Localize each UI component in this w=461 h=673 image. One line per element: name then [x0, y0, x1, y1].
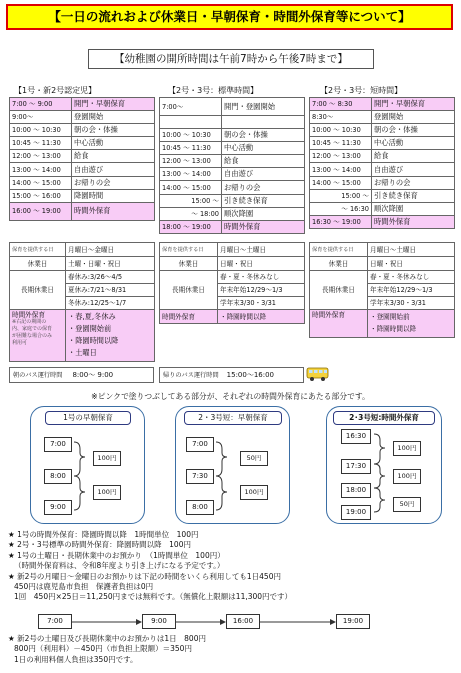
time-cell: 13:00 ～ 14:00 [310, 163, 372, 176]
activity-cell: 登園開始 [372, 111, 455, 124]
note-line: ★ 新2号の土曜日及び長期休業中のお預かりは1日 800円 [8, 634, 206, 643]
arrow-icon [176, 619, 226, 625]
time-box: 18:00 [341, 483, 371, 498]
saturday-notes [8, 634, 458, 665]
time-cell: 10:00 ～ 10:30 [10, 124, 72, 137]
fee-box: 100円 [93, 451, 121, 466]
arrow-icon [260, 619, 336, 625]
activity-cell: 開門・早朝保育 [72, 98, 155, 111]
time-cell: 15:00 ～ 16:00 [10, 189, 72, 202]
long-holiday-value: 学年末3/30・3/31 [218, 297, 305, 310]
panel-type1-early [30, 406, 145, 524]
provide-value: 月曜日～金曜日 [66, 243, 155, 257]
panel-title: 1号の早朝保育 [45, 411, 131, 425]
activity-cell: 自由遊び [372, 163, 455, 176]
extra-care-label: 時間外保育 [310, 310, 368, 338]
time-cell: 10:45 ～ 11:30 [160, 142, 222, 155]
table-row [160, 194, 305, 207]
bus-label: 帰りのバス運行時間 [163, 372, 219, 379]
table-row [10, 202, 155, 220]
brace-icon [215, 441, 229, 511]
time-cell: 10:45 ～ 11:30 [310, 137, 372, 150]
activity-cell: 順次降園 [222, 207, 305, 220]
time-cell: 7:00 ～ 9:00 [10, 98, 72, 111]
table-row [10, 257, 155, 271]
time-cell: 12:00 ～ 13:00 [160, 155, 222, 168]
extra-item: ・登園開始前 [370, 313, 410, 321]
table-row [10, 111, 155, 124]
table-row [160, 181, 305, 194]
activity-cell: お帰りの会 [222, 181, 305, 194]
table-row [160, 243, 305, 257]
activity-cell: 中心活動 [72, 137, 155, 150]
note-line: （時間外保育料は、令和8年度より引き上げになる予定です。） [14, 561, 225, 571]
activity-cell: 中心活動 [372, 137, 455, 150]
brace-icon [73, 441, 87, 511]
long-holiday-value: 学年末3/30・3/31 [368, 297, 455, 310]
table-row [160, 155, 305, 168]
time-cell: 16:00 ～ 19:00 [10, 202, 72, 220]
time-cell: 10:45 ～ 11:30 [10, 137, 72, 150]
page-title-banner [6, 4, 453, 30]
table-row [310, 271, 455, 284]
note-line: 800円（利用料）－450円（市負担上限額）＝350円 [14, 644, 192, 654]
table-row [310, 137, 455, 150]
fee-box: 100円 [393, 469, 421, 484]
activity-cell: 給食 [372, 150, 455, 163]
time-cell: 8:30～ [310, 111, 372, 124]
provide-value: 月曜日～土曜日 [218, 243, 305, 257]
table-row [310, 215, 455, 228]
table-row [310, 176, 455, 189]
time-cell: ～ 18:00 [160, 207, 222, 220]
time-cell: 18:00 ～ 19:00 [160, 220, 222, 233]
pink-note: ※ピンクで塗りつぶしてある部分が、それぞれの時間外保育にあたる部分です。 [91, 392, 370, 401]
timeline-box: 19:00 [336, 614, 370, 629]
activity-cell: 開門・早朝保育 [372, 98, 455, 111]
activity-cell: 時間外保育 [222, 220, 305, 233]
time-box: 7:30 [186, 469, 214, 484]
extra-item: ・土曜日 [68, 348, 97, 357]
note-line: 利用可 [12, 340, 28, 346]
opening-hours-notice: 【幼稚園の開所時間は午前7時から午後7時まで】 [88, 49, 374, 69]
time-box: 17:30 [341, 459, 371, 474]
extra-care-label: 時間外保育 [12, 311, 45, 319]
time-box: 9:00 [44, 500, 72, 515]
time-cell: 12:00 ～ 13:00 [10, 150, 72, 163]
table-row [310, 98, 455, 111]
time-cell: 14:00 ～ 15:00 [10, 176, 72, 189]
bus-label: 朝のバス運行時間 [13, 372, 63, 379]
table-row [310, 257, 455, 271]
page-title: 【一日の流れおよび休業日・早朝保育・時間外保育等について】 [48, 9, 411, 24]
time-cell: 9:00～ [10, 111, 72, 124]
extra-care-label: 時間外保育 [160, 310, 218, 324]
table-row [310, 124, 455, 137]
activity-cell: 自由遊び [222, 168, 305, 181]
note-line: 1回 450円×25日＝11,250円までは無料です。（無償化上限額は11,300円です） [14, 592, 293, 602]
extra-item: ・登園開始前 [68, 324, 112, 333]
note-line: ★ 1号の時間外保育：降園時間以降 1時間単位 100円 [8, 530, 199, 539]
note-line: ★ 新2号の月曜日～金曜日のお預かりは下記の時間をいくら利用しても1日450円 [8, 571, 281, 581]
activity-cell: 引き続き保育 [372, 189, 455, 202]
time-cell: 14:00 ～ 15:00 [160, 181, 222, 194]
time-cell: 10:00 ～ 10:30 [160, 129, 222, 142]
activity-cell: 朝の会・体操 [72, 124, 155, 137]
table-row [160, 310, 305, 324]
column-heading-short: 【2号・3号：短時間】 [320, 86, 403, 95]
table-row [10, 189, 155, 202]
timeline-box: 7:00 [38, 614, 72, 629]
time-cell: ～ 16:30 [310, 202, 372, 215]
fee-box: 100円 [240, 485, 268, 500]
activity-cell: 自由遊び [72, 163, 155, 176]
activity-cell: 朝の会・体操 [372, 124, 455, 137]
note-line: ※右記の期間の [12, 319, 47, 325]
time-box: 19:00 [341, 505, 371, 520]
table-row [10, 310, 155, 362]
long-holiday-label: 長期休業日 [310, 271, 368, 310]
info-table-standard [159, 242, 305, 324]
timeline-box: 16:00 [226, 614, 260, 629]
table-row [160, 142, 305, 155]
fee-notes [8, 530, 458, 603]
provide-label: 保育を提供する日 [160, 243, 218, 257]
holiday-value: 日曜・祝日 [368, 257, 455, 271]
panel-title: 2・3号短：早朝保育 [184, 411, 282, 425]
brace-icon [373, 433, 387, 515]
activity-cell: 朝の会・体操 [222, 129, 305, 142]
time-box: 8:00 [186, 500, 214, 515]
table-row [310, 189, 455, 202]
info-table-short [309, 242, 455, 338]
table-row [10, 243, 155, 257]
time-cell: 13:00 ～ 14:00 [10, 163, 72, 176]
extra-care-items [368, 310, 455, 338]
time-cell: 7:00 ～ 8:30 [310, 98, 372, 111]
activity-cell: 時間外保育 [72, 202, 155, 220]
extra-care-items [66, 310, 155, 362]
time-cell [160, 116, 222, 129]
note-line: 1日の利用料個人負担は350円です。 [14, 654, 138, 664]
activity-cell: 開門・登園開始 [222, 98, 305, 116]
table-row [10, 271, 155, 284]
activity-cell: 給食 [222, 155, 305, 168]
holiday-label: 休業日 [10, 257, 66, 271]
extra-item: ・降園時間以降 [370, 325, 417, 333]
table-row [160, 168, 305, 181]
table-row [160, 98, 305, 116]
table-row [160, 116, 305, 129]
holiday-label: 休業日 [310, 257, 368, 271]
provide-label: 保育を提供する日 [310, 243, 368, 257]
long-holiday-value: 年末年始12/29～1/3 [368, 284, 455, 297]
panel-short-extra [326, 406, 442, 524]
panel-short-early [175, 406, 290, 524]
table-row [10, 150, 155, 163]
table-row [10, 163, 155, 176]
time-cell: 13:00 ～ 14:00 [160, 168, 222, 181]
activity-cell: 中心活動 [222, 142, 305, 155]
activity-cell [222, 116, 305, 129]
fee-box: 100円 [393, 441, 421, 456]
long-holiday-label: 長期休業日 [10, 271, 66, 310]
morning-bus-time [9, 367, 154, 383]
provide-label: 保育を提供する日 [10, 243, 66, 257]
panel-title: 2･3号短:時間外保育 [333, 411, 435, 425]
note-line: 内、家庭での保育 [12, 326, 53, 332]
activity-cell: 給食 [72, 150, 155, 163]
time-cell: 7:00～ [160, 98, 222, 116]
timeline-box: 9:00 [142, 614, 176, 629]
extra-item: ・降園時間以降 [68, 336, 119, 345]
table-row [310, 150, 455, 163]
holiday-label: 休業日 [160, 257, 218, 271]
long-holiday-value: 年末年始12/29～1/3 [218, 284, 305, 297]
table-row [160, 271, 305, 284]
bus-value: 15:00～16:00 [226, 371, 275, 379]
activity-cell: 時間外保育 [372, 215, 455, 228]
time-cell: 16:30 ～ 19:00 [310, 215, 372, 228]
activity-cell: 降園時間 [72, 189, 155, 202]
table-row [10, 137, 155, 150]
long-holiday-value: 夏休み:7/21～8/31 [66, 284, 155, 297]
extra-care-label-cell [10, 310, 66, 362]
time-cell: 12:00 ～ 13:00 [310, 150, 372, 163]
table-row [160, 220, 305, 233]
long-holiday-value: 春・夏・冬休みなし [218, 271, 305, 284]
time-cell: 10:00 ～ 10:30 [310, 124, 372, 137]
table-row [310, 163, 455, 176]
activity-cell: お帰りの会 [72, 176, 155, 189]
time-cell: 15:00 ～ [160, 194, 222, 207]
extra-item: ・春,夏,冬休み [68, 312, 116, 321]
column-heading-standard: 【2号・3号：標準時間】 [168, 86, 259, 95]
time-cell: 15:00 ～ [310, 189, 372, 202]
fee-box: 100円 [93, 485, 121, 500]
note-line: ★ 2号・3号標準の時間外保育：降園時間以降 100円 [8, 540, 191, 550]
table-row [160, 129, 305, 142]
activity-cell: 登園開始 [72, 111, 155, 124]
long-holiday-value: 春・夏・冬休みなし [368, 271, 455, 284]
schedule-table-short [309, 97, 455, 229]
afternoon-bus-time [159, 367, 304, 383]
holiday-value: 土曜・日曜・祝日 [66, 257, 155, 271]
fee-box: 50円 [240, 451, 268, 466]
long-holiday-value: 冬休み:12/25～1/7 [66, 297, 155, 310]
table-row [10, 124, 155, 137]
column-heading-type1: 【1号・新2号認定児】 [14, 86, 97, 95]
time-box: 7:00 [44, 437, 72, 452]
arrow-icon [72, 619, 142, 625]
table-row [310, 243, 455, 257]
note-line: 450円は鹿児島市負担 保護者負担は0円 [14, 581, 154, 591]
long-holiday-label: 長期休業日 [160, 271, 218, 310]
table-row [310, 310, 455, 338]
schedule-table-standard [159, 97, 305, 234]
table-row [310, 202, 455, 215]
time-cell: 14:00 ～ 15:00 [310, 176, 372, 189]
long-holiday-value: 春休み:3/26～4/5 [66, 271, 155, 284]
activity-cell: 引き続き保育 [222, 194, 305, 207]
fee-box: 50円 [393, 497, 421, 512]
info-table-type1 [9, 242, 155, 362]
extra-care-note [12, 319, 63, 347]
time-box: 7:00 [186, 437, 214, 452]
time-box: 8:00 [44, 469, 72, 484]
table-row [310, 111, 455, 124]
table-row [10, 176, 155, 189]
provide-value: 月曜日～土曜日 [368, 243, 455, 257]
extra-item: ・降園時間以降 [218, 310, 305, 324]
bus-icon [306, 366, 330, 382]
table-row [160, 257, 305, 271]
table-row [160, 207, 305, 220]
note-line: ★ 1号の土曜日・長期休業中のお預かり （1時間単位 100円） [8, 550, 225, 560]
bus-value: 8:00～ 9:00 [72, 371, 114, 379]
schedule-table-type1 [9, 97, 155, 221]
note-line: が困難な場合のみ [12, 333, 53, 339]
table-row [10, 98, 155, 111]
activity-cell: お帰りの会 [372, 176, 455, 189]
holiday-value: 日曜・祝日 [218, 257, 305, 271]
activity-cell: 順次降園 [372, 202, 455, 215]
time-box: 16:30 [341, 429, 371, 444]
